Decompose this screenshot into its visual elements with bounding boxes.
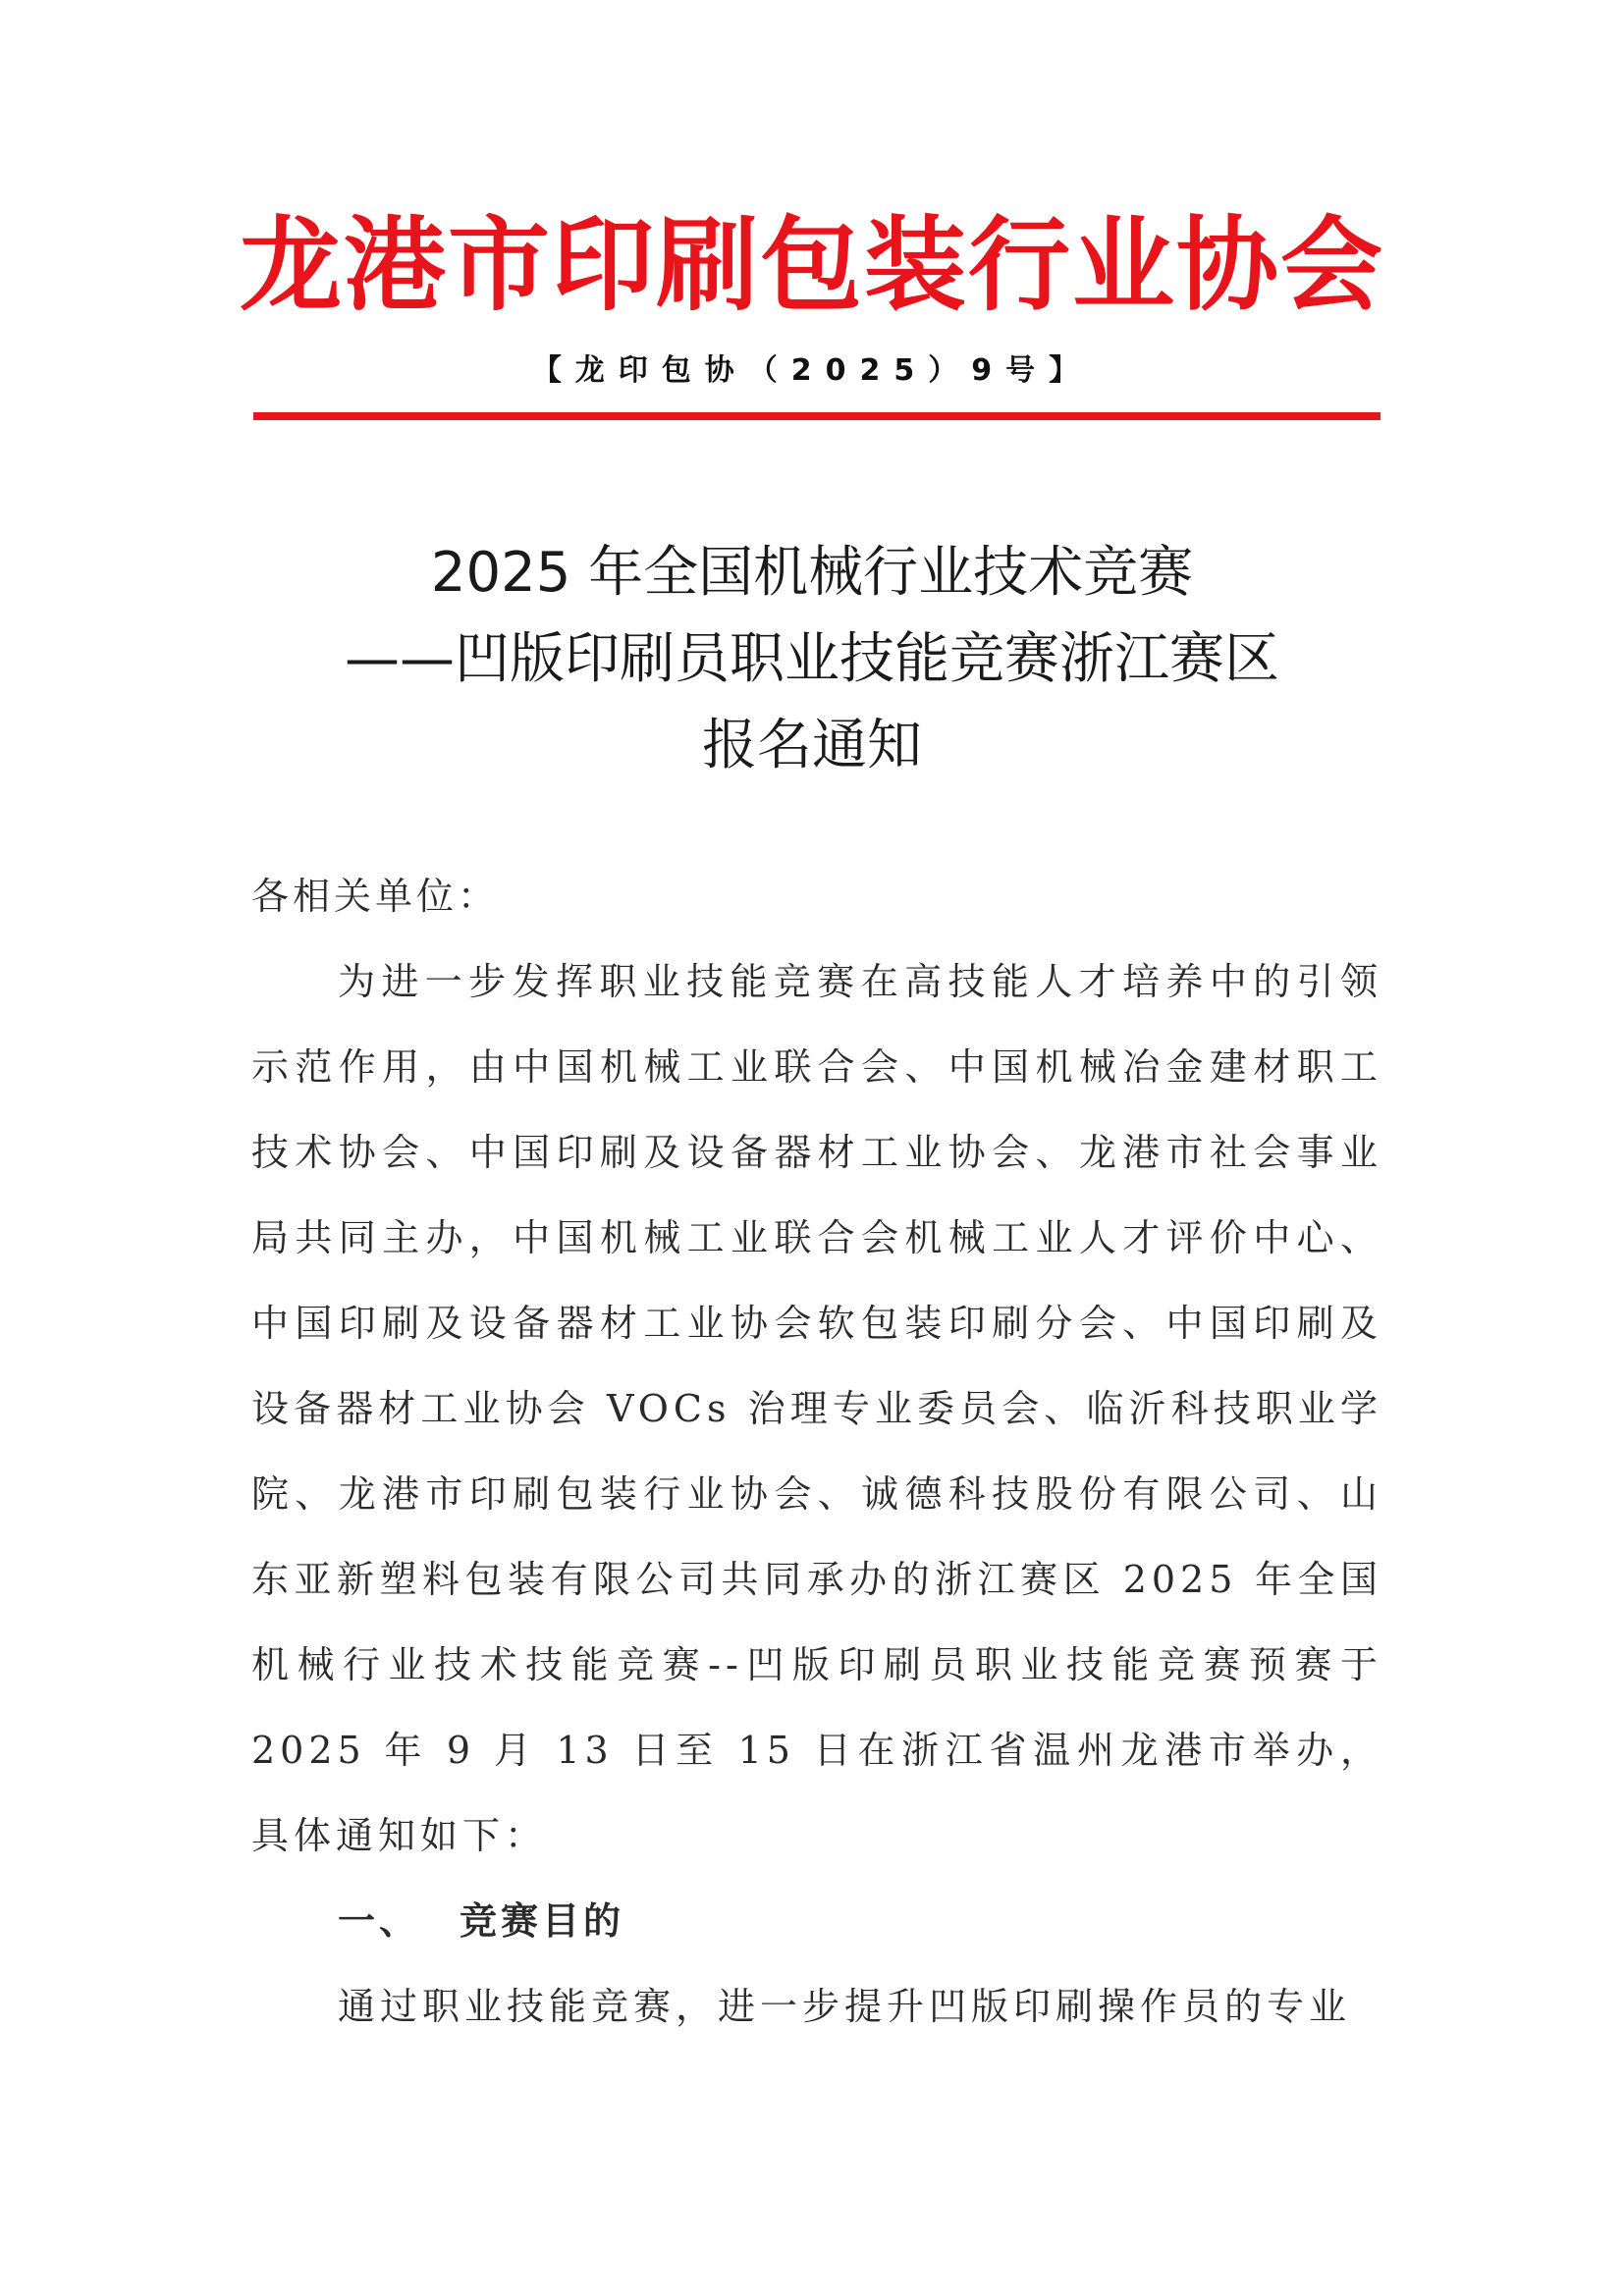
salutation: 各相关单位： xyxy=(251,875,500,918)
document-number: 【龙印包协（2025）9号】 xyxy=(531,353,1093,388)
section-number: 一、 xyxy=(338,1899,421,1943)
notice-body xyxy=(251,854,1382,2050)
red-divider-line xyxy=(253,412,1380,420)
section-title: 竞赛目的 xyxy=(460,1899,625,1943)
organization-title: 龙港市印刷包装行业协会 xyxy=(239,205,1384,325)
intro-paragraph: 为进一步发挥职业技能竞赛在高技能人才培养中的引领示范作用，由中国机械工业联合会、中国机械冶金建材职工技术协会、中国印刷及设备器材工业协会、龙港市社会事业局共同主办，中国机械工业联合会机械工业人才评价中心、中国印刷及设备器材工业协会软包装印刷分会、中国印刷及设备器材工业协会 VOCs 治理专业委员会、临沂科技职业学院、龙港市印刷包装行业协会、诚德科技股份有限公司、山东亚新塑料包装有限公司共同承办的浙江赛区 2025 年全国机械行业技术技能竞赛--凹版印刷员职业技能竞赛预赛于 2025 年 9 月 13 日至 15 日在浙江省温州龙港市举办，具体通知如下： xyxy=(251,960,1382,1857)
section-heading-1 xyxy=(251,1879,1382,1964)
notice-title-line-2: ——凹版印刷员职业技能竞赛浙江赛区 xyxy=(345,627,1279,691)
notice-title xyxy=(0,530,1624,789)
notice-title-line-3: 报名通知 xyxy=(702,714,922,777)
section-1-paragraph: 通过职业技能竞赛，进一步提升凹版印刷操作员的专业 xyxy=(338,1985,1352,2028)
notice-title-line-1: 2025 年全国机械行业技术竞赛 xyxy=(430,541,1194,605)
